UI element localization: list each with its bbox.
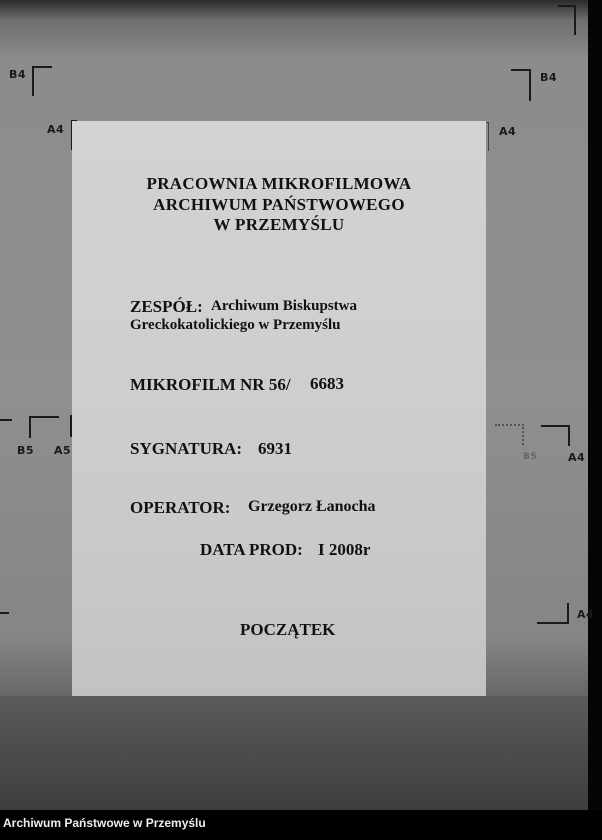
header-line-1: PRACOWNIA MIKROFILMOWA bbox=[146, 174, 412, 193]
format-label-b4-right: B4 bbox=[540, 71, 558, 84]
format-label-a5-left: A5 bbox=[54, 444, 72, 457]
zespol-value-line-1: Archiwum Biskupstwa bbox=[211, 298, 358, 314]
footer-credit: Archiwum Państwowe w Przemyślu bbox=[3, 816, 206, 830]
crop-mark-lower-left bbox=[0, 612, 9, 614]
zespol-value-line-2: Greckokatolickiego w Przemyślu bbox=[130, 317, 341, 333]
crop-mark-a4-mid-right bbox=[541, 425, 570, 446]
zespol-label: ZESPÓŁ: bbox=[130, 297, 203, 316]
corner-mark-top-right bbox=[558, 5, 576, 35]
format-label-a4-bottom-right: A4 bbox=[577, 608, 595, 621]
status-poczatek: POCZĄTEK bbox=[240, 620, 336, 639]
header-line-2: ARCHIWUM PAŃSTWOWEGO bbox=[153, 195, 405, 214]
format-label-a4-mid-right: A4 bbox=[568, 451, 586, 464]
crop-mark-b4-right bbox=[511, 69, 531, 101]
sygnatura-label: SYGNATURA: bbox=[130, 439, 243, 458]
operator-label: OPERATOR: bbox=[130, 498, 231, 517]
mikrofilm-label: MIKROFILM NR 56/ bbox=[130, 375, 291, 394]
format-label-b4-left: B4 bbox=[9, 68, 27, 81]
data-prod-value: I 2008r bbox=[318, 540, 371, 559]
data-prod-label: DATA PROD: bbox=[200, 540, 303, 559]
format-label-a4-right: A4 bbox=[499, 125, 517, 138]
crop-mark-b5-left bbox=[29, 416, 59, 438]
format-label-b5-right: B5 bbox=[523, 452, 538, 462]
mikrofilm-value: 6683 bbox=[310, 374, 344, 393]
crop-mark-a4-bottom-right bbox=[537, 603, 569, 624]
crop-mark-b5-right bbox=[495, 424, 524, 445]
format-label-a4-left: A4 bbox=[47, 123, 65, 136]
sygnatura-value: 6931 bbox=[258, 439, 292, 458]
film-lower-background bbox=[0, 696, 590, 810]
header-line-3: W PRZEMYŚLU bbox=[213, 215, 345, 234]
format-label-b5-left: B5 bbox=[17, 444, 35, 457]
crop-mark-left-edge bbox=[0, 419, 12, 421]
film-edge bbox=[588, 0, 602, 810]
operator-value: Grzegorz Łanocha bbox=[248, 498, 376, 515]
crop-mark-b4-left bbox=[32, 66, 52, 96]
